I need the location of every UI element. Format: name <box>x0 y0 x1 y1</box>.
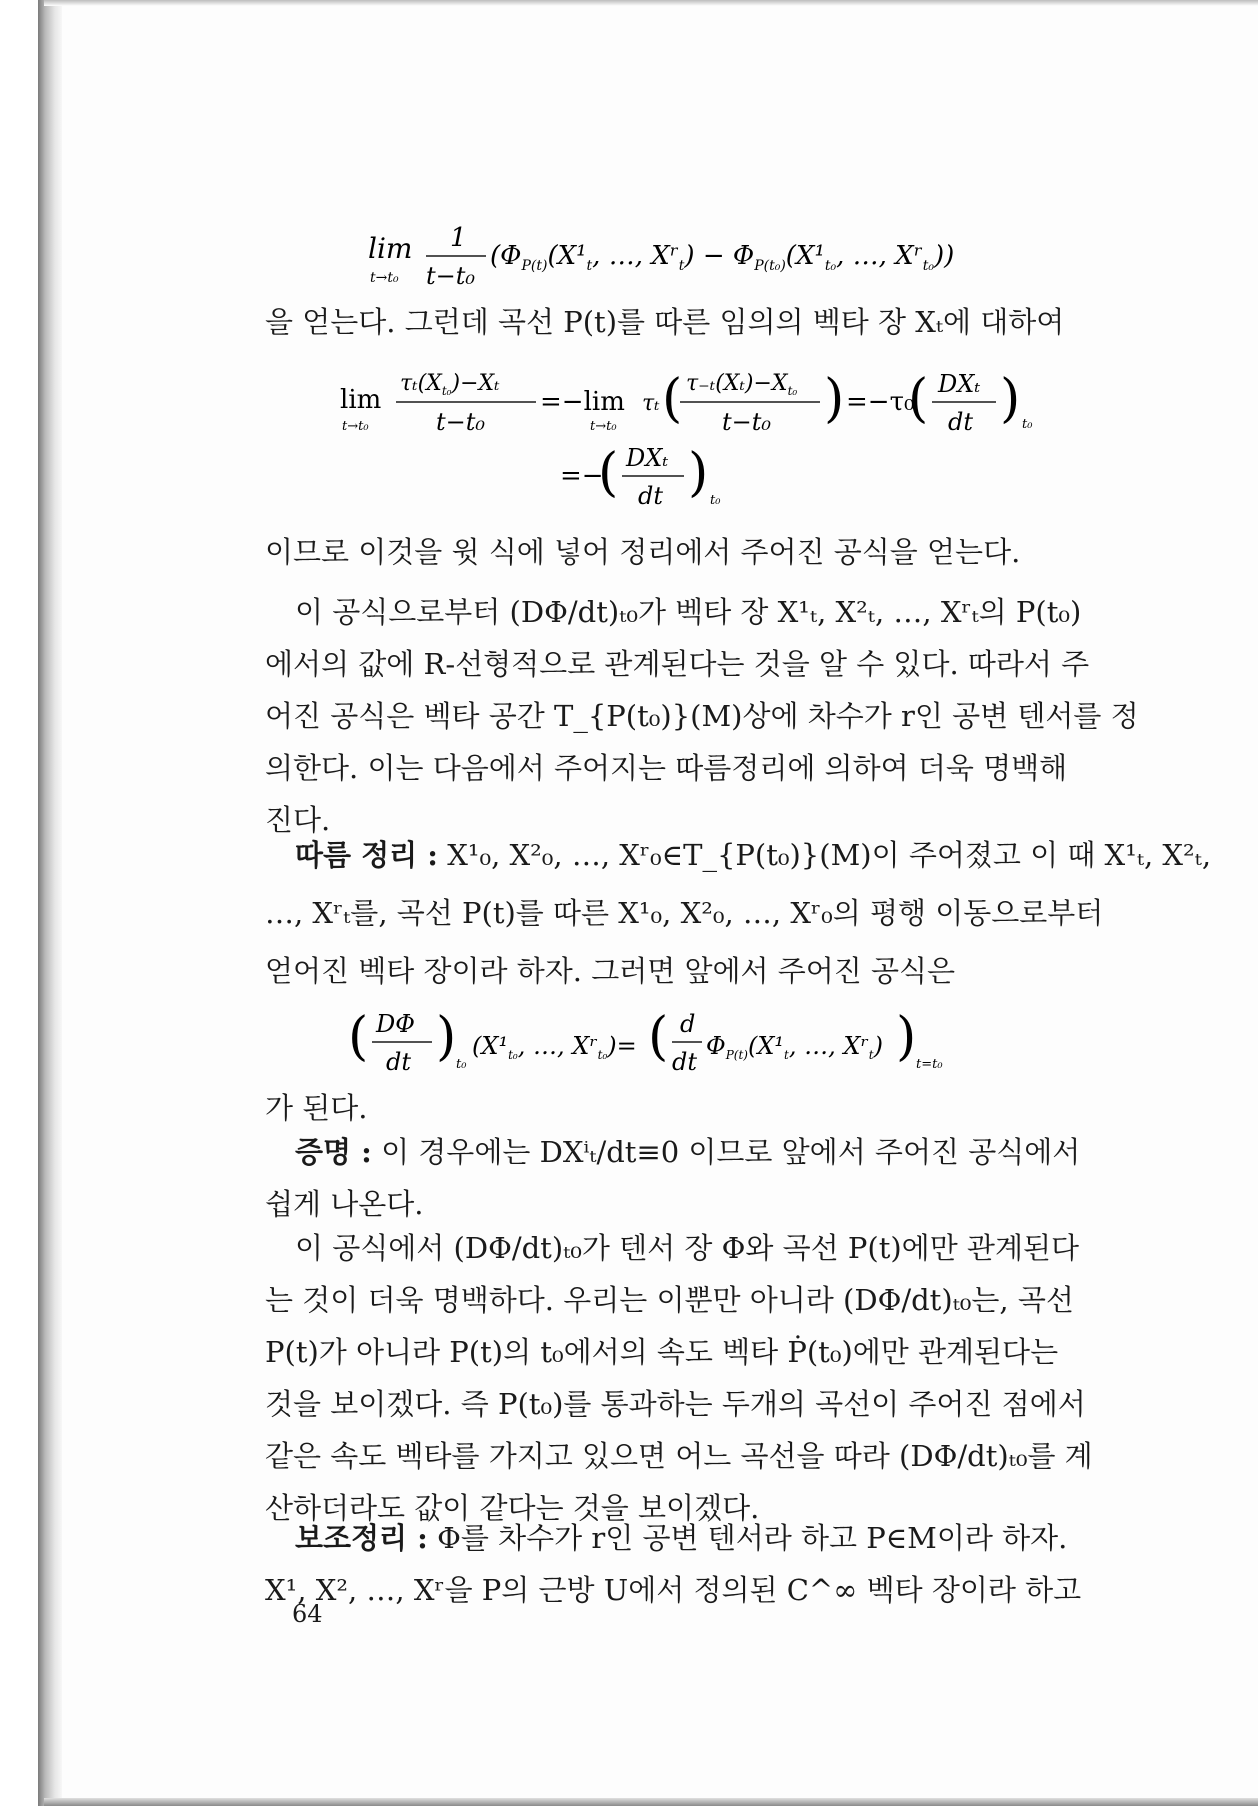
eq2b-paren-close: ) <box>688 443 709 503</box>
lemma-text-1: Φ를 차수가 r인 공변 텐서라 하고 P∈M이라 하자. <box>437 1521 1068 1555</box>
para-1-line-5: 진다. <box>265 803 331 837</box>
corollary-line-3: 얻어진 벡타 장이라 하자. 그러면 앞에서 주어진 공식은 <box>265 954 956 988</box>
book-spine-shadow <box>38 0 62 1806</box>
equation-1-svg <box>368 220 988 290</box>
corollary <box>265 826 1212 1000</box>
eq2-sub3: t₀ <box>1022 417 1033 432</box>
para-2-line-5: 같은 속도 벡타를 가지고 있으면 어느 곡선을 따라 (DΦ/dt)ₜ₀를 계 <box>265 1439 1093 1473</box>
text-line-1: 을 얻는다. 그런데 곡선 P(t)를 따른 임의의 벡타 장 Xₜ에 대하여 <box>265 305 1065 339</box>
eq2-paren-open-2: ( <box>908 369 929 429</box>
corollary-line-2: …, Xʳₜ를, 곡선 P(t)를 따른 X¹₀, X²₀, …, Xʳ₀의 평행 이동으로부터 <box>265 896 1104 930</box>
eq2-den1: t−t₀ <box>436 408 486 436</box>
eq2b-num: DXₜ <box>626 444 669 472</box>
eq3-paren-open: ( <box>348 1007 369 1067</box>
equation-3-svg <box>348 1002 988 1082</box>
para-2-line-1: 이 공식에서 (DΦ/dt)ₜ₀가 텐서 장 Φ와 곡선 P(t)에만 관계된다 <box>295 1231 1079 1265</box>
proof-line-2: 쉽게 나온다. <box>265 1187 424 1221</box>
page-number: 64 <box>292 1600 323 1628</box>
lemma-label: 보조정리 : <box>295 1521 428 1555</box>
eq2-eq1: =−lim <box>540 387 625 417</box>
eq1-den: t−t₀ <box>426 262 476 290</box>
eq3-paren-close-2: ) <box>896 1007 917 1067</box>
eq2b-sub: t₀ <box>710 493 721 508</box>
eq3-den1: dt <box>386 1048 412 1076</box>
eq3-phi: $\Phi_{P(t)}(X^1_t$, …, Xʳ$_t$) <box>706 1032 883 1062</box>
eq1-lim: lim <box>368 232 413 265</box>
para-2-line-4: 것을 보이겠다. 즉 P(t₀)를 통과하는 두개의 곡선이 주어진 점에서 <box>265 1387 1086 1421</box>
corollary-label: 따름 정리 : <box>295 838 438 872</box>
eq2-paren-open: ( <box>662 369 683 429</box>
eq3-num1: DΦ <box>376 1010 415 1038</box>
para-1-line-3: 어진 공식은 벡타 공간 T_{P(t₀)}(M)상에 차수가 r인 공변 텐서를 정 <box>265 699 1139 733</box>
eq2b-paren-open: ( <box>598 443 619 503</box>
eq3-sub2: t=t₀ <box>916 1057 943 1072</box>
lemma <box>265 1512 1105 1616</box>
para-2-line-3: P(t)가 아니라 P(t)의 t₀에서의 속도 벡타 Ṗ(t₀)에만 관계된다는 <box>265 1335 1059 1369</box>
eq3-sub1: t₀ <box>456 1057 467 1072</box>
equation-limit-difference <box>368 220 988 290</box>
eq2b-eq: =− <box>560 461 604 491</box>
eq3-den2: dt <box>672 1048 698 1076</box>
equation-2-svg <box>340 362 1100 512</box>
eq2-eq2: =−τ₀ <box>846 387 915 417</box>
page-bottom-edge <box>44 1798 1258 1806</box>
equation-covariant-derivative <box>348 1002 988 1082</box>
corollary-line-1 <box>265 826 1212 884</box>
para-2-line-2: 는 것이 더욱 명백하다. 우리는 이뿐만 아니라 (DΦ/dt)ₜ₀는, 곡선 <box>265 1283 1074 1317</box>
corollary-text-1: X¹₀, X²₀, …, Xʳ₀∈T_{P(t₀)}(M)이 주어졌고 이 때 X¹ₜ, X²ₜ, <box>447 838 1212 872</box>
eq2-lim1: lim <box>340 385 382 415</box>
eq2-paren-close: ) <box>824 369 845 429</box>
para-1-line-2: 에서의 값에 R-선형적으로 관계된다는 것을 알 수 있다. 따라서 주 <box>265 647 1090 681</box>
paragraph-2 <box>265 1222 1105 1534</box>
eq3-num2: d <box>680 1010 696 1038</box>
lemma-line-2: X¹, X², …, Xʳ을 P의 근방 U에서 정의된 C^∞ 벡타 장이라 하고 <box>265 1573 1082 1607</box>
text-line-3: 가 된다. <box>265 1091 368 1125</box>
eq2-sub1: t→t₀ <box>342 419 369 434</box>
proof-line-1 <box>265 1126 1105 1178</box>
eq3-paren-open-2: ( <box>648 1007 669 1067</box>
eq1-num: 1 <box>450 223 467 253</box>
para-1-line-1: 이 공식으로부터 (DΦ/dt)ₜ₀가 벡타 장 X¹ₜ, X²ₜ, …, Xʳₜ의 P(t₀) <box>295 595 1082 629</box>
eq3-args: ($X^1_{t_0}$, …, Xʳ$_{t_0}$)= <box>472 1032 637 1062</box>
text-line-2: 이므로 이것을 윗 식에 넣어 정리에서 주어진 공식을 얻는다. <box>265 535 1021 569</box>
eq2-num3: DXₜ <box>938 370 981 398</box>
para-1-line-4: 의한다. 이는 다음에서 주어지는 따름정리에 의하여 더욱 명백해 <box>265 751 1068 785</box>
lemma-line-1 <box>265 1512 1105 1564</box>
eq2-paren-close-2: ) <box>1000 369 1021 429</box>
proof <box>265 1126 1105 1230</box>
proof-text-1: 이 경우에는 DXⁱₜ/dt≡0 이므로 앞에서 주어진 공식에서 <box>381 1135 1081 1169</box>
eq2-num2: $\tau_{-t}(X_t)-X_{t_0}$ <box>686 371 798 398</box>
eq3-paren-close: ) <box>436 1007 457 1067</box>
eq1-sub: t→t₀ <box>370 270 399 286</box>
eq2-num1: $\tau_t(X_{t_0})-X_t$ <box>400 371 500 398</box>
para-2-line-6: 산하더라도 값이 같다는 것을 보이겠다. <box>265 1491 760 1525</box>
eq2-den2: t−t₀ <box>722 408 772 436</box>
eq2b-den: dt <box>638 482 664 510</box>
proof-label: 증명 : <box>295 1135 372 1169</box>
eq2-den3: dt <box>948 408 974 436</box>
eq2-sub2: t→t₀ <box>590 419 617 434</box>
equation-parallel-transport-limit <box>340 362 1100 512</box>
paragraph-1 <box>265 586 1139 846</box>
eq2-tau: τₜ <box>642 391 660 416</box>
eq1-body: ($\Phi_{P(t)}(X^1_t$, …, Xʳ$_t$) − $\Phi_{P(t_0)}(X^1_{t_0}$, …, Xʳ$_{t_0}$)) <box>490 241 955 274</box>
